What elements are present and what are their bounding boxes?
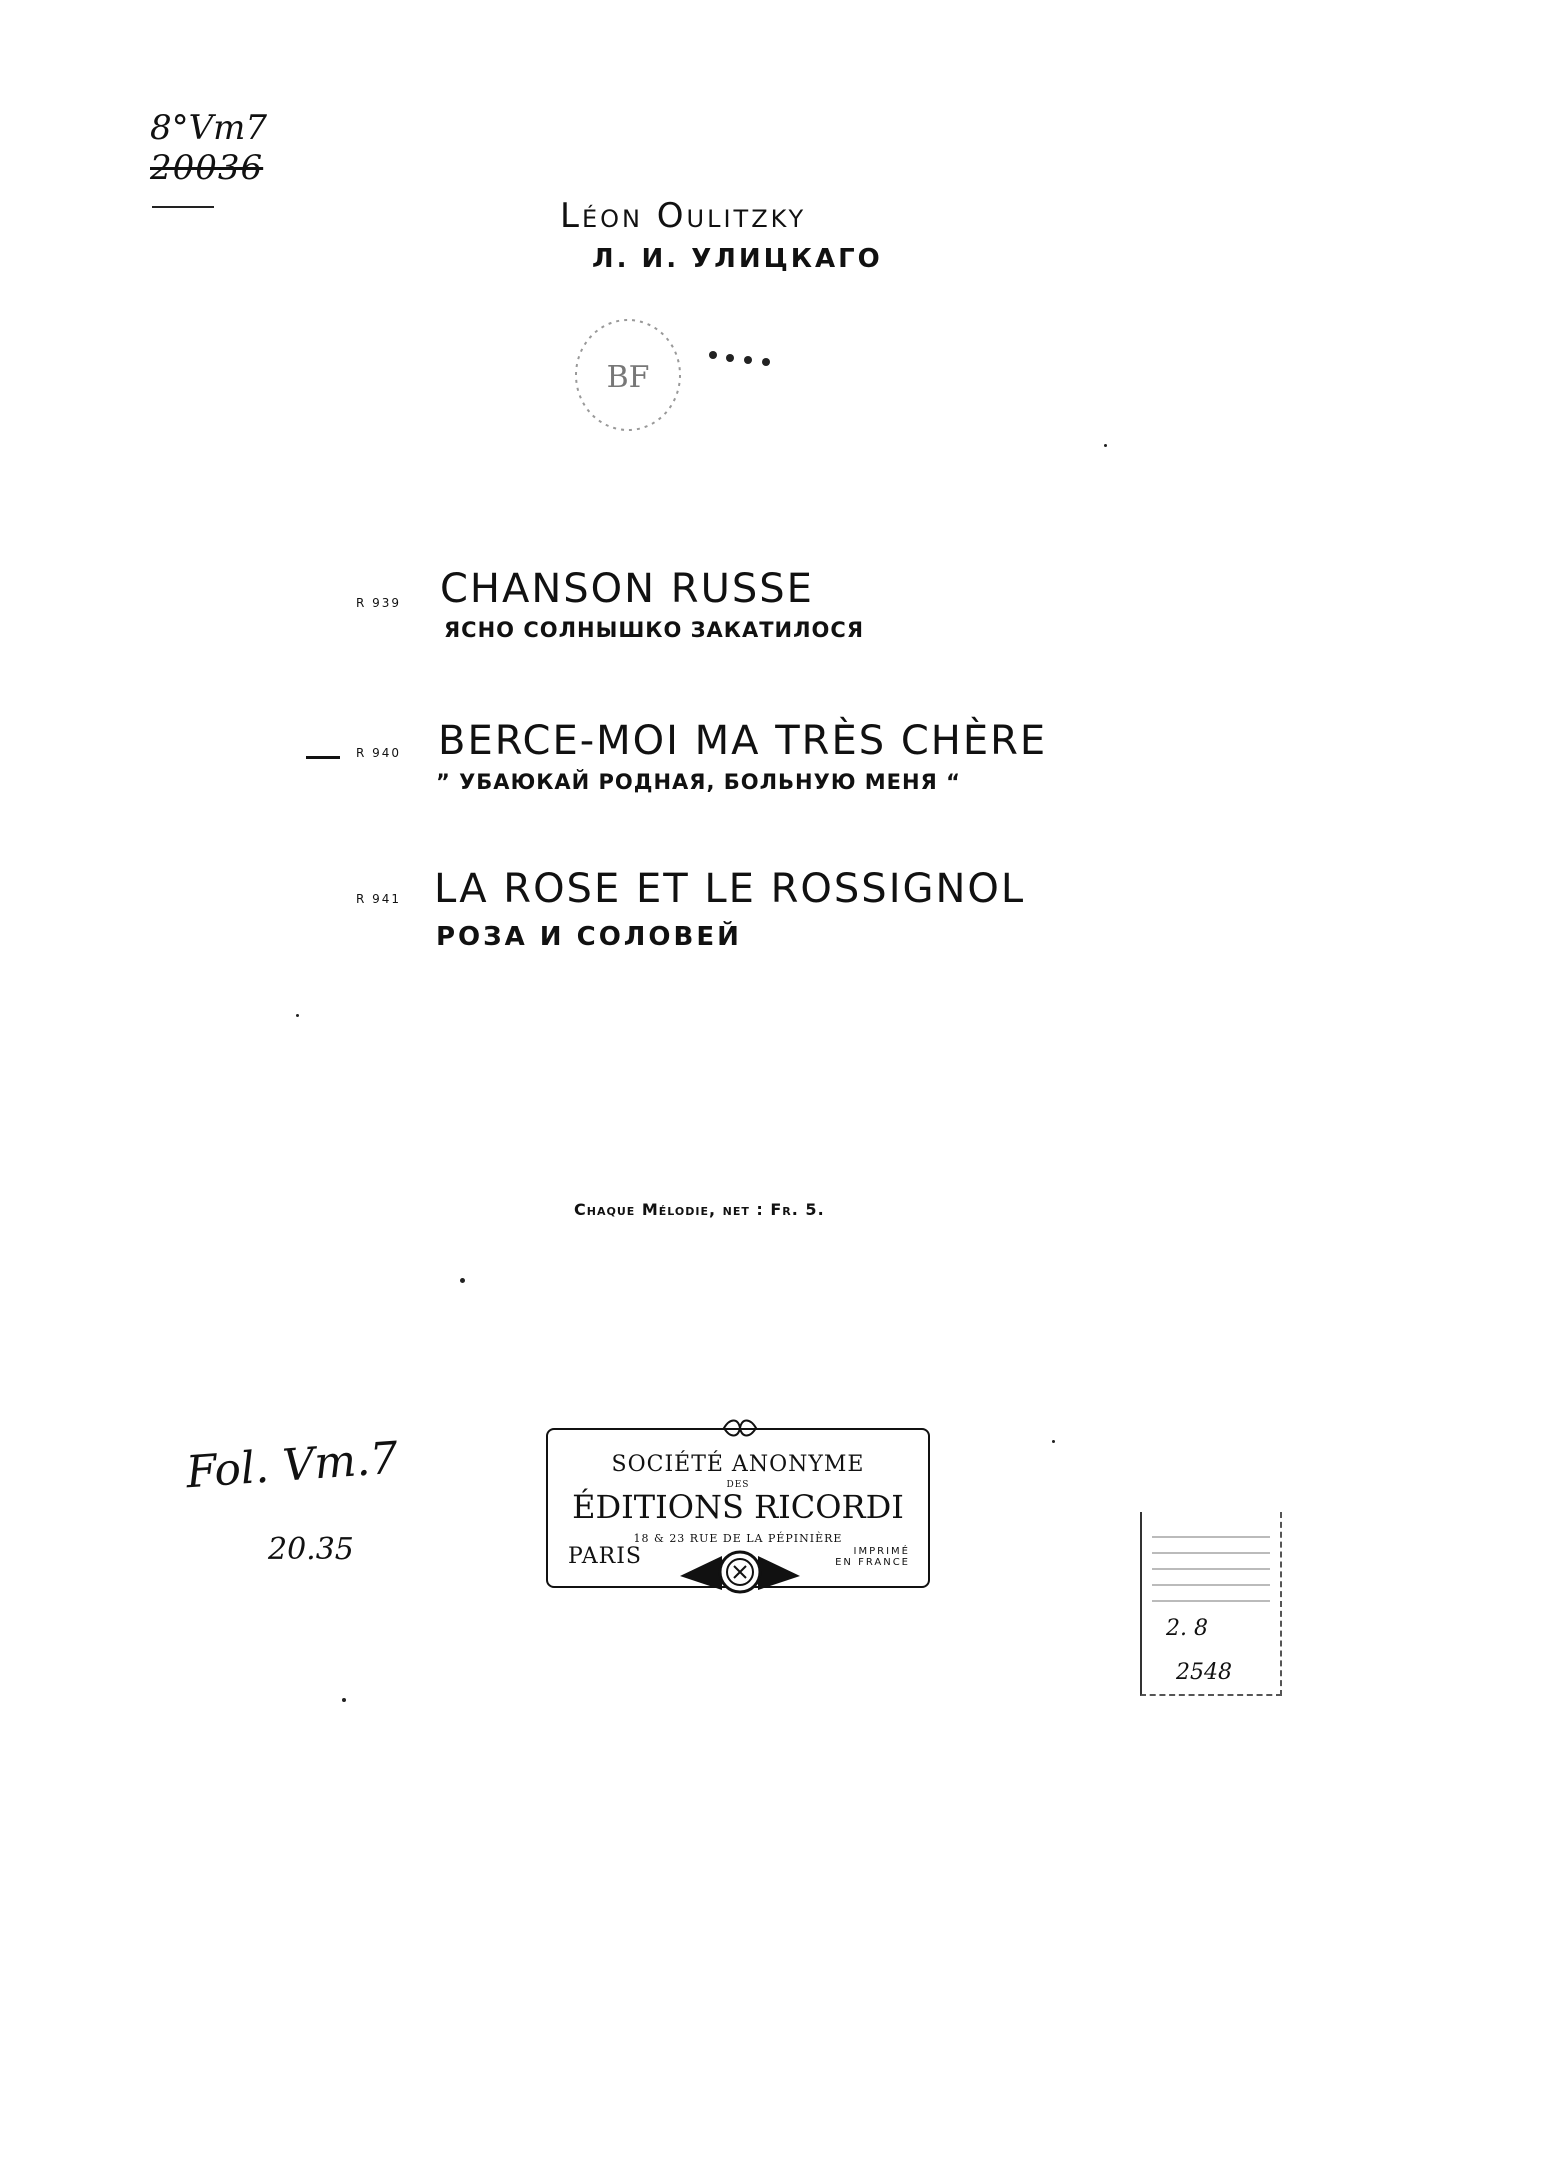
song-code: R 940 xyxy=(356,746,402,760)
publisher-line1: SOCIÉTÉ ANONYME xyxy=(611,1452,865,1477)
bf-stamp xyxy=(568,310,788,440)
song-title: LA ROSE ET LE ROSSIGNOL xyxy=(434,866,1026,912)
speck xyxy=(342,1698,346,1702)
song-subtitle-ru: ЯСНО СОЛНЫШКО ЗАКАТИЛОСЯ xyxy=(444,618,864,642)
stamp-faded-lines xyxy=(1152,1522,1270,1602)
shelfmark xyxy=(150,108,267,188)
song-subtitle-ru: РОЗА И СОЛОВЕЙ xyxy=(436,922,742,952)
stamp-number: 2548 xyxy=(1176,1660,1232,1685)
speck xyxy=(1104,444,1107,447)
publisher-name: ÉDITIONS RICORDI xyxy=(572,1488,904,1526)
price-line: Chaque Mélodie, net : Fr. 5. xyxy=(574,1200,825,1219)
song-code: R 939 xyxy=(356,596,402,610)
ornament-icon xyxy=(720,1418,760,1438)
song-subtitle-ru: ” УБАЮКАЙ РОДНАЯ, БОЛЬНУЮ МЕНЯ “ xyxy=(436,770,961,794)
song-title: BERCE-MOI MA TRÈS CHÈRE xyxy=(438,718,1048,764)
publisher-printed: IMPRIMÉ EN FRANCE xyxy=(835,1546,910,1568)
speck xyxy=(296,1014,299,1017)
library-stamp xyxy=(1140,1512,1282,1696)
shelfmark-code: 8°Vm7 xyxy=(150,108,268,148)
composer-name-ru: Л. И. УЛИЦКАГО xyxy=(592,244,883,274)
publisher-box xyxy=(546,1428,930,1588)
handwritten-shelfmark: Fol. Vm.7 xyxy=(184,1432,400,1499)
song-code: R 941 xyxy=(356,892,402,906)
publisher-line2: DES xyxy=(726,1480,750,1490)
stamp-date: 2. 8 xyxy=(1166,1616,1208,1641)
speck xyxy=(1052,1440,1055,1443)
composer-name-fr: Léon Oulitzky xyxy=(560,196,807,236)
bf-stamp-text: BF xyxy=(606,360,650,395)
shelfmark-number: 20036 xyxy=(150,148,264,188)
shelfmark-underline xyxy=(152,206,214,208)
handwritten-number: 20.35 xyxy=(268,1532,354,1567)
song-title: CHANSON RUSSE xyxy=(440,566,814,612)
publisher-city: PARIS xyxy=(568,1544,642,1569)
publisher-address: 18 & 23 RUE DE LA PÉPINIÈRE xyxy=(633,1532,843,1545)
song-marker-dash xyxy=(306,756,340,759)
speck xyxy=(460,1278,465,1283)
ricordi-emblem-icon xyxy=(678,1546,802,1594)
